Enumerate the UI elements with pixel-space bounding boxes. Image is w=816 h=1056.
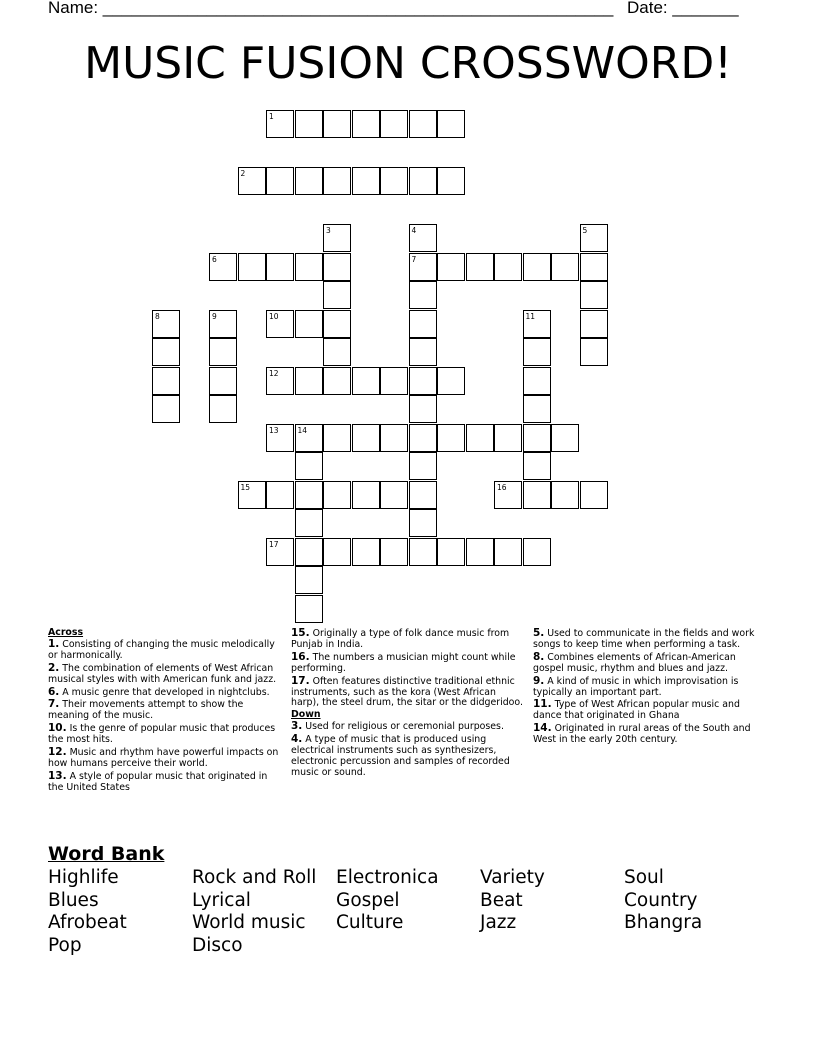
- grid-cell[interactable]: [523, 338, 551, 366]
- grid-cell[interactable]: [466, 424, 494, 452]
- grid-cell[interactable]: [323, 110, 351, 138]
- grid-cell[interactable]: [380, 424, 408, 452]
- grid-cell[interactable]: [152, 338, 180, 366]
- clue-num: 5.: [533, 627, 545, 639]
- grid-cell[interactable]: [266, 253, 294, 281]
- grid-cell[interactable]: [523, 452, 551, 480]
- clue-number: 13: [269, 425, 279, 435]
- grid-cell[interactable]: [323, 310, 351, 338]
- clue-item: [48, 663, 284, 686]
- grid-cell[interactable]: [352, 538, 380, 566]
- clues-column-3: [533, 628, 759, 747]
- clue-item: [533, 699, 759, 722]
- grid-cell[interactable]: [409, 367, 437, 395]
- clue-num: 10.: [48, 722, 67, 735]
- grid-cell[interactable]: [523, 253, 551, 281]
- grid-cell[interactable]: [352, 110, 380, 138]
- clue-num: 8.: [533, 650, 545, 663]
- clue-item: [533, 652, 759, 675]
- grid-cell[interactable]: [323, 538, 351, 566]
- clue-text: A type of music that is produced using electrical instruments such as synthesizers, electronic percussion and samples of recorded music or sound.: [291, 734, 510, 778]
- grid-cell[interactable]: [295, 566, 323, 594]
- clues-column-1: [48, 628, 284, 795]
- clue-item: [533, 723, 759, 746]
- clue-text: A music genre that developed in nightclubs.: [59, 686, 270, 698]
- clue-num: 17.: [291, 674, 310, 687]
- grid-cell[interactable]: [323, 481, 351, 509]
- clue-num: 9.: [533, 674, 545, 687]
- grid-cell[interactable]: [580, 310, 608, 338]
- clue-item: [291, 652, 527, 675]
- grid-cell[interactable]: [295, 481, 323, 509]
- grid-cell[interactable]: [238, 167, 266, 195]
- grid-cell[interactable]: [409, 167, 437, 195]
- clue-num: 2.: [48, 661, 60, 674]
- grid-cell[interactable]: [238, 253, 266, 281]
- clue-item: [48, 723, 284, 746]
- down-heading: Down: [291, 709, 321, 721]
- grid-cell[interactable]: [209, 253, 237, 281]
- clue-num: 7.: [48, 698, 60, 711]
- grid-cell[interactable]: [266, 424, 294, 452]
- grid-cell[interactable]: [551, 253, 579, 281]
- clue-text: Often features distinctive traditional ethnic instruments, such as the kora (West African harp), the steel drum, the sitar or the didgeridoo.: [291, 675, 523, 709]
- grid-cell[interactable]: [295, 538, 323, 566]
- grid-cell[interactable]: [523, 424, 551, 452]
- grid-cell[interactable]: [466, 253, 494, 281]
- date-line: Date: _______: [627, 0, 739, 17]
- grid-cell[interactable]: [409, 481, 437, 509]
- word-bank-item: Blues: [48, 890, 99, 911]
- clue-num: 12.: [48, 746, 67, 759]
- grid-cell[interactable]: [323, 224, 351, 252]
- grid-cell[interactable]: [238, 481, 266, 509]
- clue-item: [48, 771, 284, 794]
- clue-item: [291, 628, 527, 651]
- grid-cell[interactable]: [209, 338, 237, 366]
- clue-text: Is the genre of popular music that produces the most hits.: [48, 723, 276, 746]
- clue-number: 10: [269, 311, 279, 321]
- word-bank-item: Afrobeat: [48, 912, 127, 933]
- grid-cell[interactable]: [580, 338, 608, 366]
- clue-text: The combination of elements of West African musical styles with with American funk and jazz.: [48, 662, 277, 685]
- word-bank-item: Rock and Roll: [192, 867, 317, 888]
- clue-num: 1.: [48, 637, 60, 650]
- clue-number: 15: [240, 482, 251, 492]
- clue-text: A kind of music in which improvisation is typically an important part.: [533, 675, 739, 698]
- grid-cell[interactable]: [295, 595, 323, 623]
- word-bank-item: Disco: [192, 935, 243, 956]
- clue-text: A style of popular music that originated in the United States: [48, 770, 268, 793]
- grid-cell[interactable]: [437, 253, 465, 281]
- grid-cell[interactable]: [409, 452, 437, 480]
- grid-cell[interactable]: [209, 310, 237, 338]
- grid-cell[interactable]: [323, 281, 351, 309]
- grid-cell[interactable]: [209, 367, 237, 395]
- grid-cell[interactable]: [323, 253, 351, 281]
- name-line: Name: ______________________________________________________: [48, 0, 614, 17]
- word-bank-item: Culture: [336, 912, 404, 933]
- clue-text: Combines elements of African-American gospel music, rhythm and blues and jazz.: [533, 651, 736, 674]
- word-bank-item: Beat: [480, 890, 523, 911]
- grid-cell[interactable]: [580, 481, 608, 509]
- clue-item: [48, 687, 284, 699]
- grid-cell[interactable]: [409, 281, 437, 309]
- grid-cell[interactable]: [152, 310, 180, 338]
- clue-num: 6.: [48, 685, 60, 698]
- grid-cell[interactable]: [380, 481, 408, 509]
- grid-cell[interactable]: [409, 310, 437, 338]
- grid-cell[interactable]: [523, 538, 551, 566]
- clue-number: 11: [525, 311, 536, 321]
- grid-cell[interactable]: [295, 452, 323, 480]
- clue-number: 1: [269, 112, 274, 121]
- across-heading: Across: [48, 627, 84, 638]
- clue-number: 12: [269, 368, 279, 378]
- grid-cell[interactable]: [380, 167, 408, 195]
- clue-item: [48, 699, 284, 722]
- grid-cell[interactable]: [409, 424, 437, 452]
- clue-number: 17: [269, 539, 279, 549]
- grid-cell[interactable]: [580, 224, 608, 252]
- grid-cell[interactable]: [323, 367, 351, 395]
- clue-number: 7: [411, 254, 417, 264]
- clue-text: Consisting of changing the music melodically or harmonically.: [48, 638, 275, 661]
- clue-number: 9: [212, 311, 217, 321]
- grid-cell[interactable]: [523, 367, 551, 395]
- clue-text: Originated in rural areas of the South and West in the early 20th century.: [533, 723, 751, 746]
- clue-item: [533, 676, 759, 699]
- clue-number: 4: [411, 226, 417, 235]
- grid-cell[interactable]: [352, 167, 380, 195]
- clue-num: 15.: [291, 627, 310, 639]
- word-bank-item: Lyrical: [192, 890, 251, 911]
- grid-cell[interactable]: [409, 509, 437, 537]
- grid-cell[interactable]: [295, 367, 323, 395]
- grid-cell[interactable]: [437, 424, 465, 452]
- word-bank-item: Soul: [624, 867, 664, 888]
- grid-cell[interactable]: [266, 538, 294, 566]
- grid-cell[interactable]: [323, 167, 351, 195]
- grid-cell[interactable]: [266, 167, 294, 195]
- grid-cell[interactable]: [352, 367, 380, 395]
- page-title: MUSIC FUSION CROSSWORD!: [84, 38, 732, 89]
- grid-cell[interactable]: [523, 310, 551, 338]
- grid-cell[interactable]: [380, 538, 408, 566]
- grid-cell[interactable]: [266, 310, 294, 338]
- grid-cell[interactable]: [295, 110, 323, 138]
- clue-item: [48, 747, 284, 770]
- grid-cell[interactable]: [352, 481, 380, 509]
- grid-cell[interactable]: [409, 338, 437, 366]
- clue-number: 14: [297, 425, 308, 435]
- grid-cell[interactable]: [295, 253, 323, 281]
- clue-number: 8: [155, 311, 160, 321]
- word-bank-item: Country: [624, 890, 698, 911]
- grid-cell[interactable]: [409, 110, 437, 138]
- word-bank-item: World music: [192, 912, 306, 933]
- grid-cell[interactable]: [551, 424, 579, 452]
- clue-number: 2: [240, 169, 246, 178]
- grid-cell[interactable]: [266, 481, 294, 509]
- clues-column-2: [291, 628, 527, 780]
- clue-number: 16: [497, 482, 507, 492]
- word-bank-item: Pop: [48, 935, 82, 956]
- grid-cell[interactable]: [295, 167, 323, 195]
- word-bank-item: Electronica: [336, 867, 439, 888]
- word-bank-item: Bhangra: [624, 912, 703, 933]
- grid-cell[interactable]: [352, 424, 380, 452]
- clue-text: Used for religious or ceremonial purposes.: [302, 721, 504, 733]
- grid-cell[interactable]: [380, 367, 408, 395]
- grid-cell[interactable]: [152, 395, 180, 423]
- grid-cell[interactable]: [437, 367, 465, 395]
- grid-cell[interactable]: [523, 481, 551, 509]
- grid-cell[interactable]: [152, 367, 180, 395]
- clue-text: Music and rhythm have powerful impacts on how humans perceive their world.: [48, 747, 279, 769]
- clue-num: 13.: [48, 769, 67, 782]
- clue-text: Type of West African popular music and dance that originated in Ghana: [533, 699, 740, 722]
- clue-number: 3: [326, 226, 331, 235]
- clue-number: 5: [582, 226, 588, 235]
- word-bank-item: Jazz: [480, 912, 517, 933]
- grid-cell[interactable]: [209, 395, 237, 423]
- clue-item: [48, 639, 284, 662]
- grid-cell[interactable]: [295, 509, 323, 537]
- grid-cell[interactable]: [494, 538, 522, 566]
- clue-item: [291, 676, 527, 710]
- grid-cell[interactable]: [580, 253, 608, 281]
- clue-item: [291, 734, 527, 779]
- word-bank-item: Variety: [480, 867, 545, 888]
- clue-num: 11.: [533, 698, 552, 711]
- word-bank-item: Gospel: [336, 890, 400, 911]
- clue-item: [533, 628, 759, 651]
- grid-cell[interactable]: [409, 253, 437, 281]
- clue-item: [291, 721, 527, 733]
- clue-text: Their movements attempt to show the meaning of the music.: [48, 699, 244, 722]
- grid-cell[interactable]: [323, 338, 351, 366]
- grid-cell[interactable]: [580, 281, 608, 309]
- grid-cell[interactable]: [437, 538, 465, 566]
- word-bank-title: Word Bank: [48, 843, 165, 865]
- clue-num: 14.: [533, 722, 552, 735]
- grid-cell[interactable]: [494, 253, 522, 281]
- grid-cell[interactable]: [409, 395, 437, 423]
- clue-num: 4.: [291, 733, 303, 746]
- grid-cell[interactable]: [266, 367, 294, 395]
- clue-text: Used to communicate in the fields and work songs to keep time when performing a task.: [533, 628, 755, 650]
- grid-cell[interactable]: [466, 538, 494, 566]
- clue-num: 16.: [291, 650, 310, 663]
- grid-cell[interactable]: [266, 110, 294, 138]
- grid-cell[interactable]: [295, 424, 323, 452]
- grid-cell[interactable]: [323, 424, 351, 452]
- grid-cell[interactable]: [494, 424, 522, 452]
- grid-cell[interactable]: [380, 110, 408, 138]
- grid-cell[interactable]: [409, 538, 437, 566]
- grid-cell[interactable]: [494, 481, 522, 509]
- clue-number: 6: [212, 254, 217, 264]
- word-bank-item: Highlife: [48, 867, 119, 888]
- clue-num: 3.: [291, 720, 303, 733]
- clue-text: The numbers a musician might count while performing.: [291, 651, 516, 674]
- clue-text: Originally a type of folk dance music from Punjab in India.: [291, 628, 510, 650]
- grid-cell[interactable]: [437, 110, 465, 138]
- grid-cell[interactable]: [295, 310, 323, 338]
- grid-cell[interactable]: [409, 224, 437, 252]
- grid-cell[interactable]: [551, 481, 579, 509]
- grid-cell[interactable]: [437, 167, 465, 195]
- grid-cell[interactable]: [523, 395, 551, 423]
